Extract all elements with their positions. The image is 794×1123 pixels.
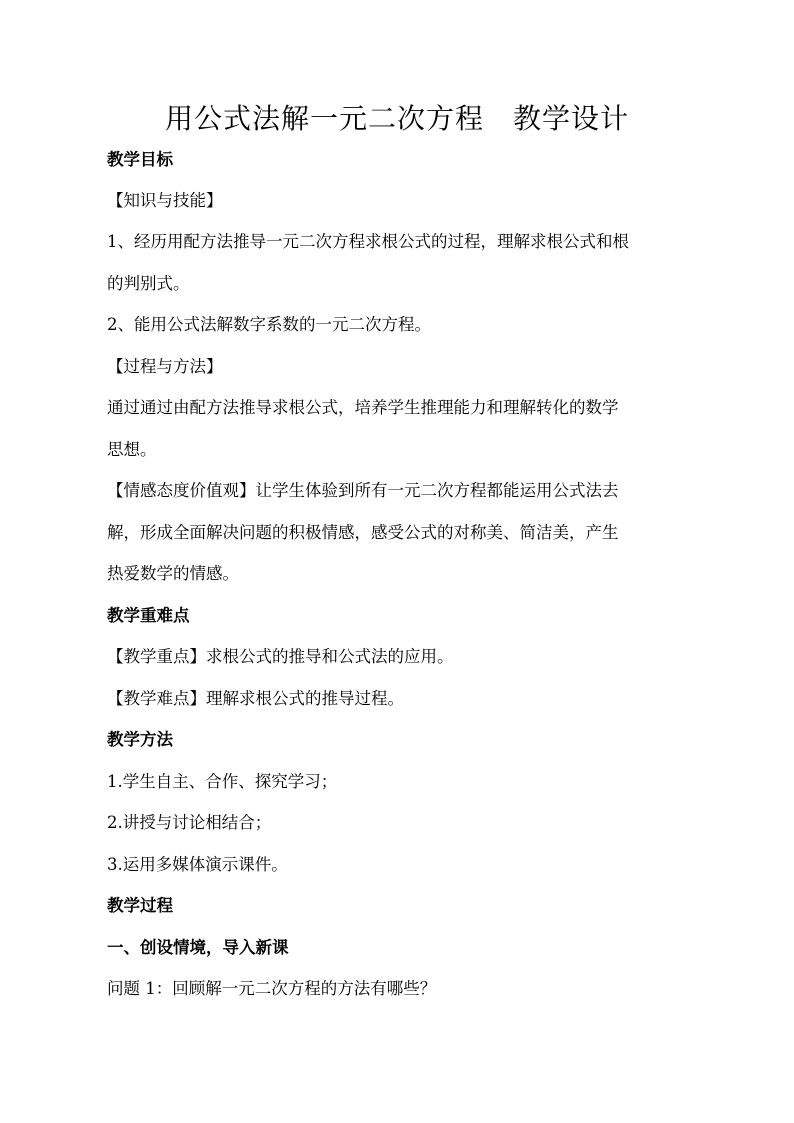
emotion-values-line-3: 热爱数学的情感。	[107, 564, 239, 583]
process-method-text-line-2: 思想。	[107, 440, 157, 459]
method-item-2: 2.讲授与讨论相结合；	[107, 813, 272, 832]
objectives-heading: 教学目标	[107, 150, 173, 169]
knowledge-item-1-line-2: 的判别式。	[107, 274, 190, 293]
emotion-values-line-2: 解，形成全面解决问题的积极情感，感受公式的对称美、简洁美，产生	[107, 523, 619, 542]
method-item-1: 1.学生自主、合作、探究学习；	[107, 772, 338, 791]
question-1: 问题 1：回顾解一元二次方程的方法有哪些？	[107, 979, 437, 998]
method-item-3: 3.运用多媒体演示课件。	[107, 855, 288, 874]
process-method-label: 【过程与方法】	[107, 357, 223, 376]
difficulty-text: 【教学难点】理解求根公式的推导过程。	[107, 689, 404, 708]
key-point-text: 【教学重点】求根公式的推导和公式法的应用。	[107, 647, 454, 666]
key-points-heading: 教学重难点	[107, 606, 190, 625]
emotion-values-line-1: 【情感态度价值观】让学生体验到所有一元二次方程都能运用公式法去	[107, 481, 619, 500]
process-method-text-line-1: 通过通过由配方法推导求根公式，培养学生推理能力和理解转化的数学	[107, 398, 619, 417]
knowledge-item-1-line-1: 1、经历用配方法推导一元二次方程求根公式的过程，理解求根公式和根	[107, 232, 629, 251]
process-heading: 教学过程	[107, 896, 173, 915]
knowledge-skills-label: 【知识与技能】	[107, 191, 223, 210]
methods-heading: 教学方法	[107, 730, 173, 749]
knowledge-item-2: 2、能用公式法解数字系数的一元二次方程。	[107, 315, 431, 334]
step-1-heading: 一、创设情境，导入新课	[107, 938, 289, 957]
document-title: 用公式法解一元二次方程 教学设计	[164, 102, 629, 135]
